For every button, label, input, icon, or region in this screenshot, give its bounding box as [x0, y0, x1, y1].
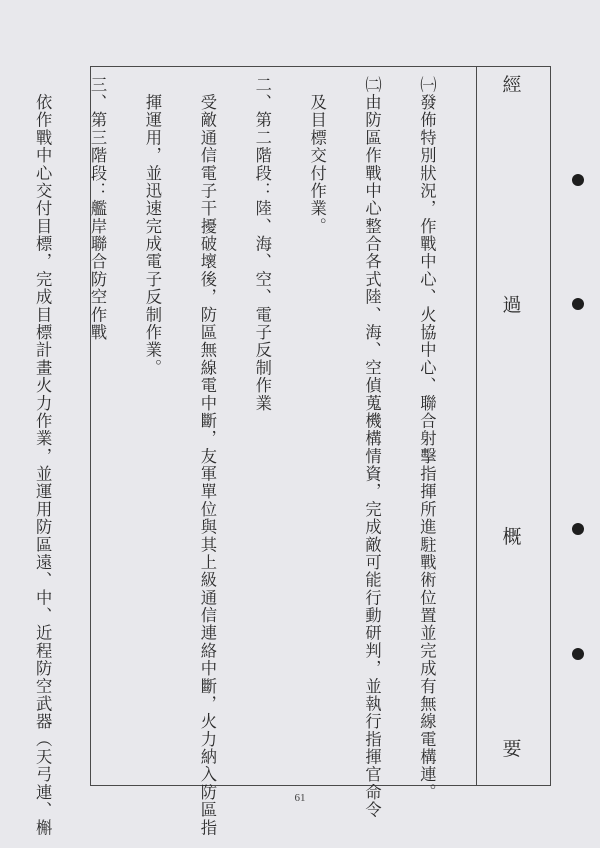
- title-column-divider: [476, 66, 477, 786]
- binder-hole: [572, 298, 584, 310]
- title-char-3: 概: [502, 526, 522, 548]
- body-line: 三、第三階段：艦岸聯合防空作戰: [88, 76, 108, 342]
- title-char-4: 要: [502, 738, 522, 760]
- body-line: 揮運用，並迅速完成電子反制作業。: [142, 76, 162, 377]
- page-number: 61: [294, 792, 306, 804]
- title-char-1: 經: [502, 74, 522, 96]
- body-line: 依作戰中心交付目標，完成目標計畫火力作業，並運用防區遠、中、近程防空武器（天弓連、槲: [33, 76, 53, 837]
- body-line: ㈡由防區作戰中心整合各式陸、海、空偵蒐機構情資，完成敵可能行動研判，並執行指揮官命令: [362, 76, 382, 819]
- body-line: 受敵通信電子干擾破壞後，防區無線電中斷，友軍單位與其上級通信連絡中斷，火力納入防區指: [197, 76, 217, 837]
- binder-hole: [572, 648, 584, 660]
- body-line: 及目標交付作業。: [307, 76, 327, 236]
- binder-hole: [572, 523, 584, 535]
- body-line: 二、第二階段：陸、海、空、電子反制作業: [252, 76, 272, 413]
- title-char-2: 過: [502, 294, 522, 316]
- body-line: ㈠發佈特別狀況，作戰中心、火協中心、聯合射擊指揮所進駐戰術位置並完成有無線電構連。: [417, 76, 437, 802]
- binder-hole: [572, 174, 584, 186]
